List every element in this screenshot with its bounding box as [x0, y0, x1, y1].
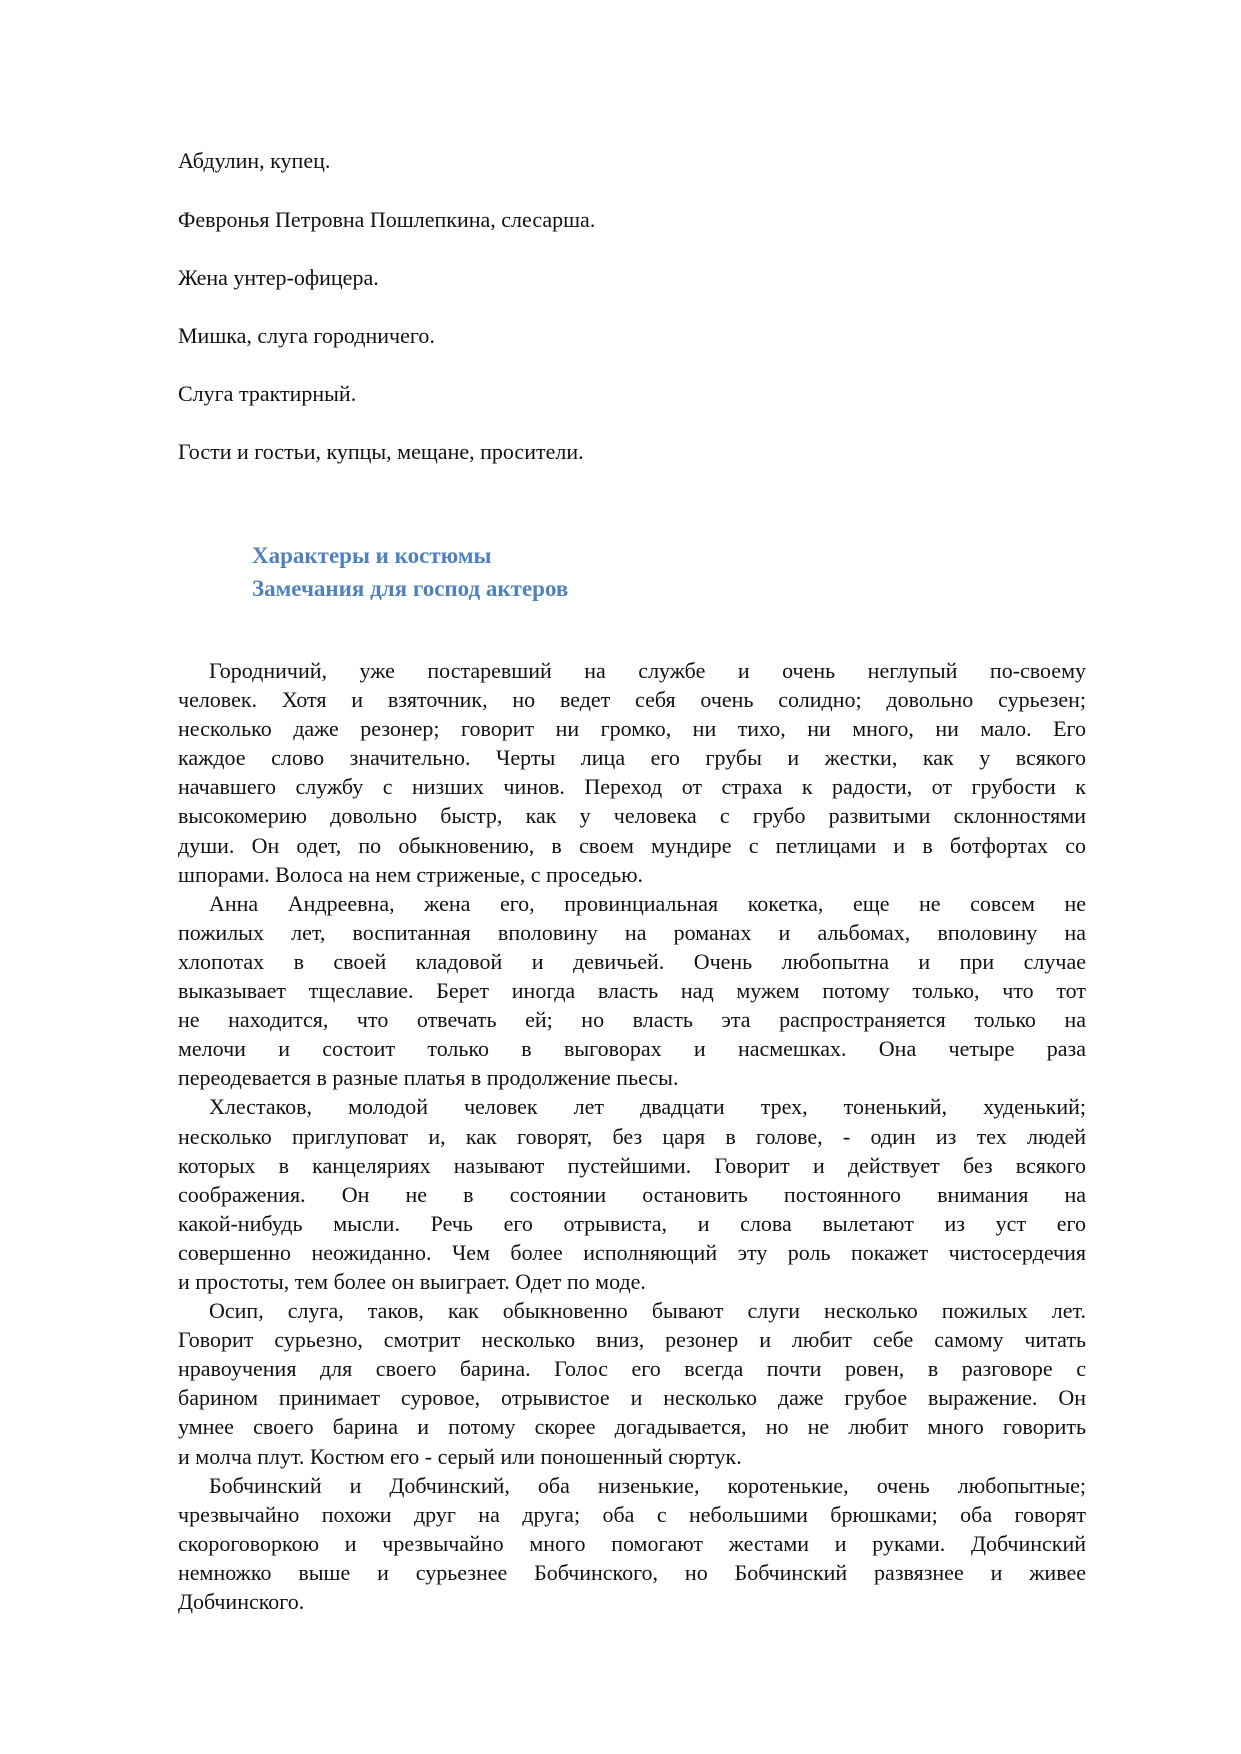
paragraph — [178, 656, 1086, 889]
cast-item-poshlepkina: Февронья Петровна Пошлепкина, слесарша. — [178, 207, 596, 232]
character-notes — [178, 656, 1086, 1616]
paragraph-line: не находится, что отвечать ей; но власть эта распространяется только на — [178, 1007, 1086, 1033]
paragraph-line: нравоучения для своего барина. Голос его всегда почти ровен, в разговоре с — [178, 1356, 1086, 1382]
paragraph-line: несколько приглуповат и, как говорят, без царя в голове, - один из тех людей — [178, 1123, 1086, 1149]
paragraph — [178, 1296, 1086, 1471]
cast-item-abdulin: Абдулин, купец. — [178, 148, 331, 173]
paragraph-line: переодевается в разные платья в продолжение пьесы. — [178, 1065, 679, 1091]
paragraph-line: Бобчинский и Добчинский, оба низенькие, коротенькие, очень любопытные; — [209, 1472, 1086, 1498]
cast-item-tavern-servant: Слуга трактирный. — [178, 381, 357, 406]
paragraph-line: пожилых лет, воспитанная вполовину на романах и альбомах, вполовину на — [178, 919, 1086, 945]
section-title: Характеры и костюмы — [252, 543, 492, 568]
section-subtitle: Замечания для господ актеров — [252, 576, 569, 601]
paragraph-line: и простоты, тем более он выиграет. Одет по моде. — [178, 1268, 646, 1294]
paragraph-line: несколько даже резонер; говорит ни громко, ни тихо, ни много, ни мало. Его — [178, 716, 1086, 742]
paragraph — [178, 1471, 1086, 1616]
paragraph-line: Хлестаков, молодой человек лет двадцати трех, тоненький, худенький; — [209, 1094, 1086, 1120]
paragraph-line: скороговоркою и чрезвычайно много помогают жестами и руками. Добчинский — [178, 1530, 1086, 1556]
paragraph-line: души. Он одет, по обыкновению, в своем мундире с петлицами и в ботфортах со — [178, 832, 1086, 858]
paragraph-line: и молча плут. Костюм его - серый или поношенный сюртук. — [178, 1443, 742, 1469]
cast-item-guests: Гости и гостьи, купцы, мещане, просители. — [178, 439, 584, 464]
paragraph-line: Добчинского. — [178, 1589, 305, 1614]
paragraph-line: высокомерию довольно быстр, как у человека с грубо развитыми склонностями — [178, 803, 1086, 829]
paragraph-line: соображения. Он не в состоянии остановить постоянного внимания на — [178, 1181, 1086, 1207]
paragraph-line: умнее своего барина и потому скорее догадывается, но не любит много говорить — [178, 1414, 1086, 1440]
paragraph-line: Говорит сурьезно, смотрит несколько вниз, резонер и любит себе самому читать — [178, 1327, 1086, 1353]
paragraph-line: Городничий, уже постаревший на службе и очень неглупый по-своему — [209, 658, 1086, 683]
paragraph — [178, 1092, 1086, 1296]
paragraph-line: начавшего службу с низших чинов. Переход от страха к радости, от грубости к — [178, 774, 1086, 800]
paragraph-line: барином принимает суровое, отрывистое и несколько даже грубое выражение. Он — [178, 1385, 1086, 1411]
paragraph-line: шпорами. Волоса на нем стриженые, с проседью. — [178, 861, 644, 887]
paragraph-line: человек. Хотя и взяточник, но ведет себя очень солидно; довольно сурьезен; — [178, 687, 1086, 713]
cast-item-mishka: Мишка, слуга городничего. — [178, 323, 435, 348]
paragraph-line: каждое слово значительно. Черты лица его грубы и жестки, как у всякого — [178, 745, 1086, 771]
paragraph-line: выказывает тщеславие. Берет иногда власть над мужем потому только, что тот — [178, 978, 1086, 1004]
paragraph-line: какой-нибудь мысли. Речь его отрывиста, и слова вылетают из уст его — [178, 1210, 1086, 1236]
paragraph-line: Анна Андреевна, жена его, провинциальная кокетка, еще не совсем не — [209, 890, 1086, 916]
paragraph — [178, 889, 1086, 1093]
paragraph-line: совершенно неожиданно. Чем более исполняющий эту роль покажет чистосердечия — [178, 1239, 1086, 1265]
paragraph-line: немножко выше и сурьезнее Бобчинского, но Бобчинский развязнее и живее — [178, 1559, 1086, 1585]
paragraph-line: Осип, слуга, таков, как обыкновенно бывают слуги несколько пожилых лет. — [209, 1298, 1086, 1324]
paragraph-line: мелочи и состоит только в выговорах и насмешках. Она четыре раза — [178, 1036, 1086, 1062]
cast-item-nco-wife: Жена унтер-офицера. — [178, 265, 379, 290]
paragraph-line: которых в канцеляриях называют пустейшими. Говорит и действует без всякого — [178, 1152, 1086, 1178]
paragraph-line: чрезвычайно похожи друг на друга; оба с небольшими брюшками; оба говорят — [178, 1501, 1086, 1527]
paragraph-line: хлопотах в своей кладовой и девичьей. Очень любопытна и при случае — [178, 948, 1086, 974]
